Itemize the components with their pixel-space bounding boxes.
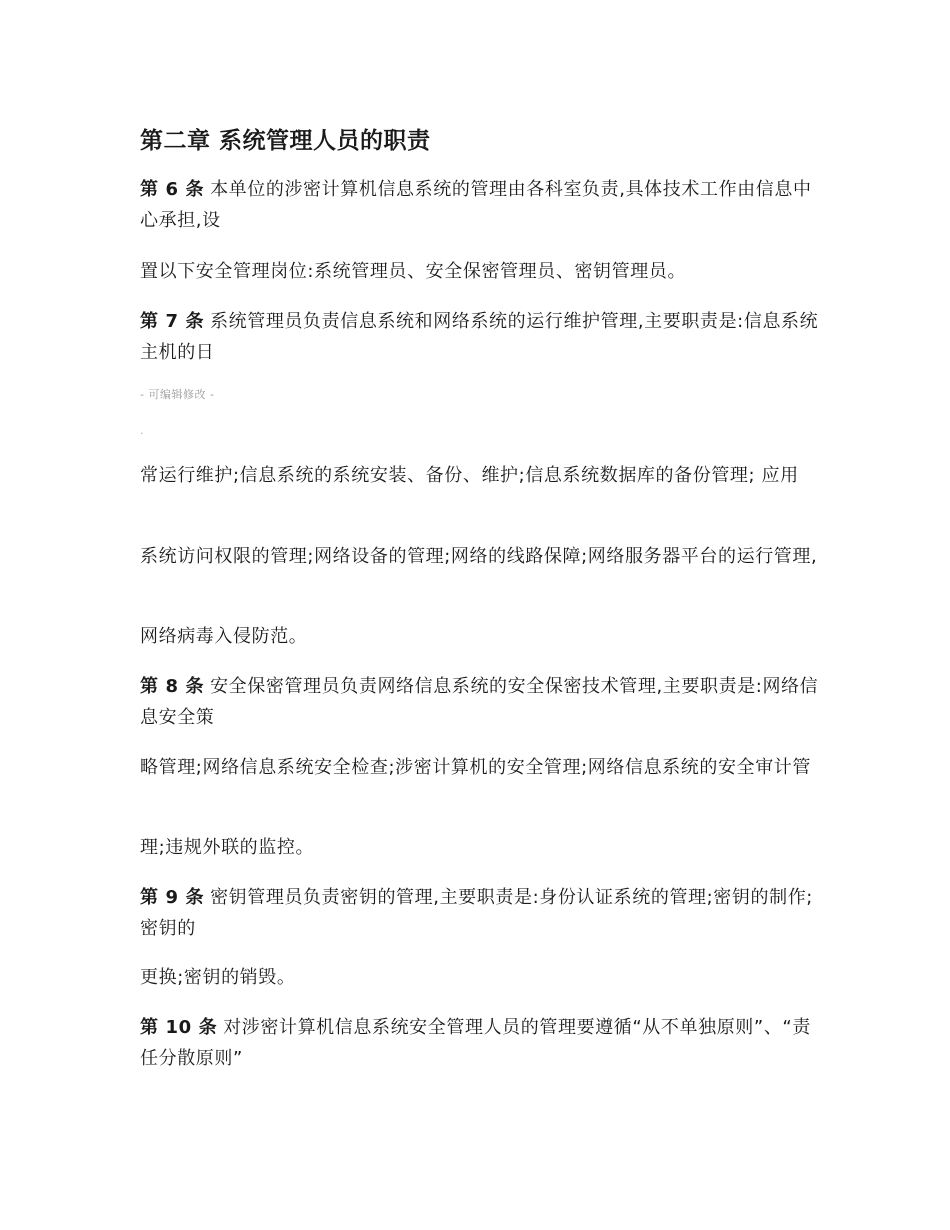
page-footer-note: - 可编辑修改 -	[140, 388, 215, 401]
article-6	[140, 174, 820, 236]
article-6-continuation: 置以下安全管理岗位:系统管理员、安全保密管理员、密钥管理员。	[140, 261, 687, 282]
article-number: 第 10 条	[140, 1017, 218, 1038]
article-number: 第 6 条	[140, 179, 205, 200]
article-number: 第 7 条	[140, 311, 205, 332]
chapter-title: 第二章 系统管理人员的职责	[140, 128, 431, 154]
article-text: 安全保密管理员负责网络信息系统的安全保密技术管理,主要职责是:网络信息安全策	[140, 676, 819, 728]
article-9-continuation: 更换;密钥的销毁。	[140, 967, 296, 988]
article-7	[140, 306, 820, 368]
article-text: 系统管理员负责信息系统和网络系统的运行维护管理,主要职责是:信息系统主机的日	[140, 311, 819, 363]
article-number: 第 8 条	[140, 676, 205, 697]
article-7-continuation-3: 网络病毒入侵防范。	[140, 626, 308, 647]
article-text: 对涉密计算机信息系统安全管理人员的管理要遵循“从不单独原则”、“责任分散原则”	[140, 1017, 811, 1069]
article-8-continuation-2: 理;违规外联的监控。	[140, 837, 315, 858]
article-9	[140, 882, 820, 944]
article-8-continuation-1: 略管理;网络信息系统安全检查;涉密计算机的安全管理;网络信息系统的安全审计管	[140, 757, 811, 778]
article-7-continuation-2: 系统访问权限的管理;网络设备的管理;网络的线路保障;网络服务器平台的运行管理,	[140, 546, 818, 567]
page-header-mark: .	[140, 424, 144, 437]
article-text: 密钥管理员负责密钥的管理,主要职责是:身份认证系统的管理;密钥的制作;密钥的	[140, 887, 813, 939]
article-text: 本单位的涉密计算机信息系统的管理由各科室负责,具体技术工作由信息中心承担,设	[140, 179, 812, 231]
article-10	[140, 1012, 820, 1074]
article-7-continuation-1: 常运行维护;信息系统的系统安装、备份、维护;信息系统数据库的备份管理; 应用	[140, 465, 799, 486]
article-number: 第 9 条	[140, 887, 205, 908]
article-8	[140, 671, 820, 733]
